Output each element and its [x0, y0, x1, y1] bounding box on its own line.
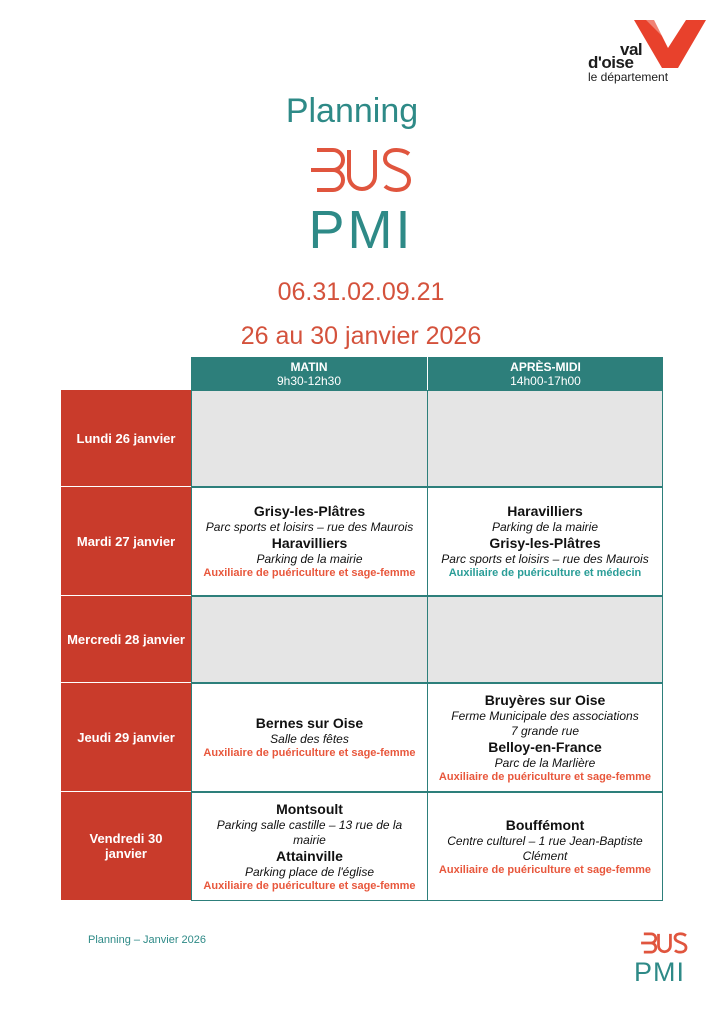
- location-name: Attainville: [276, 847, 343, 864]
- day-label-wednesday: Mercredi 28 janvier: [61, 596, 191, 683]
- phone-number: 06.31.02.09.21: [277, 278, 445, 306]
- cell-friday-morning: [191, 792, 428, 901]
- location-address: Parking de la mairie: [256, 552, 363, 566]
- schedule-table: [61, 357, 663, 901]
- location-address: Parking salle castille – 13 rue de la mairie: [216, 817, 403, 847]
- location-name: Grisy-les-Plâtres: [253, 503, 366, 519]
- location-name: Bernes sur Oise: [255, 715, 364, 731]
- location-address: Parking place de l'église: [244, 864, 375, 879]
- header-morning-label: MATIN: [290, 360, 328, 374]
- period-heading: 26 au 30 janvier 2026: [240, 322, 482, 350]
- header-afternoon-label: APRÈS-MIDI: [510, 360, 581, 374]
- location-name: Bruyères sur Oise: [484, 691, 606, 708]
- day-label-thursday: Jeudi 29 janvier: [61, 683, 191, 792]
- val-doise-logo: [588, 18, 708, 88]
- logo-text-departement: le département: [588, 70, 669, 84]
- location-address: Parc sports et loisirs – rue des Maurois: [441, 552, 649, 566]
- day-label-friday: Vendredi 30 janvier: [61, 792, 191, 901]
- location-address: Parc sports et loisirs – rue des Maurois: [205, 520, 414, 534]
- header-morning-hours: 9h30-12h30: [276, 374, 342, 388]
- cell-friday-afternoon: [427, 792, 663, 901]
- location-address: Parc de la Marlière: [494, 755, 596, 770]
- location-address: Ferme Municipale des associations: [451, 708, 639, 723]
- staff-note: Auxiliaire de puériculture et sage-femme: [203, 879, 416, 892]
- cell-thursday-afternoon: [427, 683, 663, 792]
- location-address: Centre culturel – 1 rue Jean-Baptiste Clément: [447, 833, 643, 863]
- location-address: Parking de la mairie: [491, 520, 599, 534]
- location-address: 7 grande rue: [510, 723, 580, 738]
- pmi-logo-text: PMI: [308, 200, 414, 260]
- staff-note: Auxiliaire de puériculture et sage-femme: [438, 770, 652, 783]
- location-name: Haravilliers: [271, 535, 348, 551]
- pmi-logo-small: PMI: [634, 957, 686, 987]
- location-address: Salle des fêtes: [270, 732, 349, 746]
- header-afternoon-hours: 14h00-17h00: [510, 374, 581, 388]
- cell-thursday-morning: [191, 683, 428, 792]
- staff-note: Auxiliaire de puériculture et sage-femme: [203, 747, 416, 759]
- staff-note: Auxiliaire de puériculture et sage-femme: [438, 863, 652, 876]
- location-name: Bouffémont: [505, 816, 585, 833]
- cell-monday-afternoon: [427, 390, 663, 487]
- day-label-tuesday: Mardi 27 janvier: [61, 487, 191, 596]
- v-logo-mark: [632, 18, 708, 70]
- location-name: Grisy-les-Plâtres: [489, 535, 601, 551]
- page-title: Planning: [285, 92, 419, 130]
- location-name: Montsoult: [276, 800, 343, 817]
- logo-text-val: val: [620, 40, 643, 59]
- cell-monday-morning: [191, 390, 428, 487]
- footer-text: Planning – Janvier 2026: [88, 934, 207, 946]
- location-name: Belloy-en-France: [488, 738, 602, 755]
- cell-wednesday-morning: [191, 596, 428, 683]
- day-label-monday: Lundi 26 janvier: [61, 390, 191, 487]
- cell-wednesday-afternoon: [427, 596, 663, 683]
- header-morning: [191, 357, 427, 390]
- logo-text-doise: d'oise: [588, 53, 634, 72]
- staff-note: Auxiliaire de puériculture et médecin: [448, 567, 642, 579]
- cell-tuesday-afternoon: [427, 487, 663, 596]
- cell-tuesday-morning: [191, 487, 428, 596]
- bus-logo-small: [639, 932, 689, 954]
- bus-logo: [309, 146, 413, 194]
- staff-note: Auxiliaire de puériculture et sage-femme: [203, 567, 416, 579]
- location-name: Haravilliers: [507, 503, 583, 519]
- header-afternoon: [427, 357, 663, 390]
